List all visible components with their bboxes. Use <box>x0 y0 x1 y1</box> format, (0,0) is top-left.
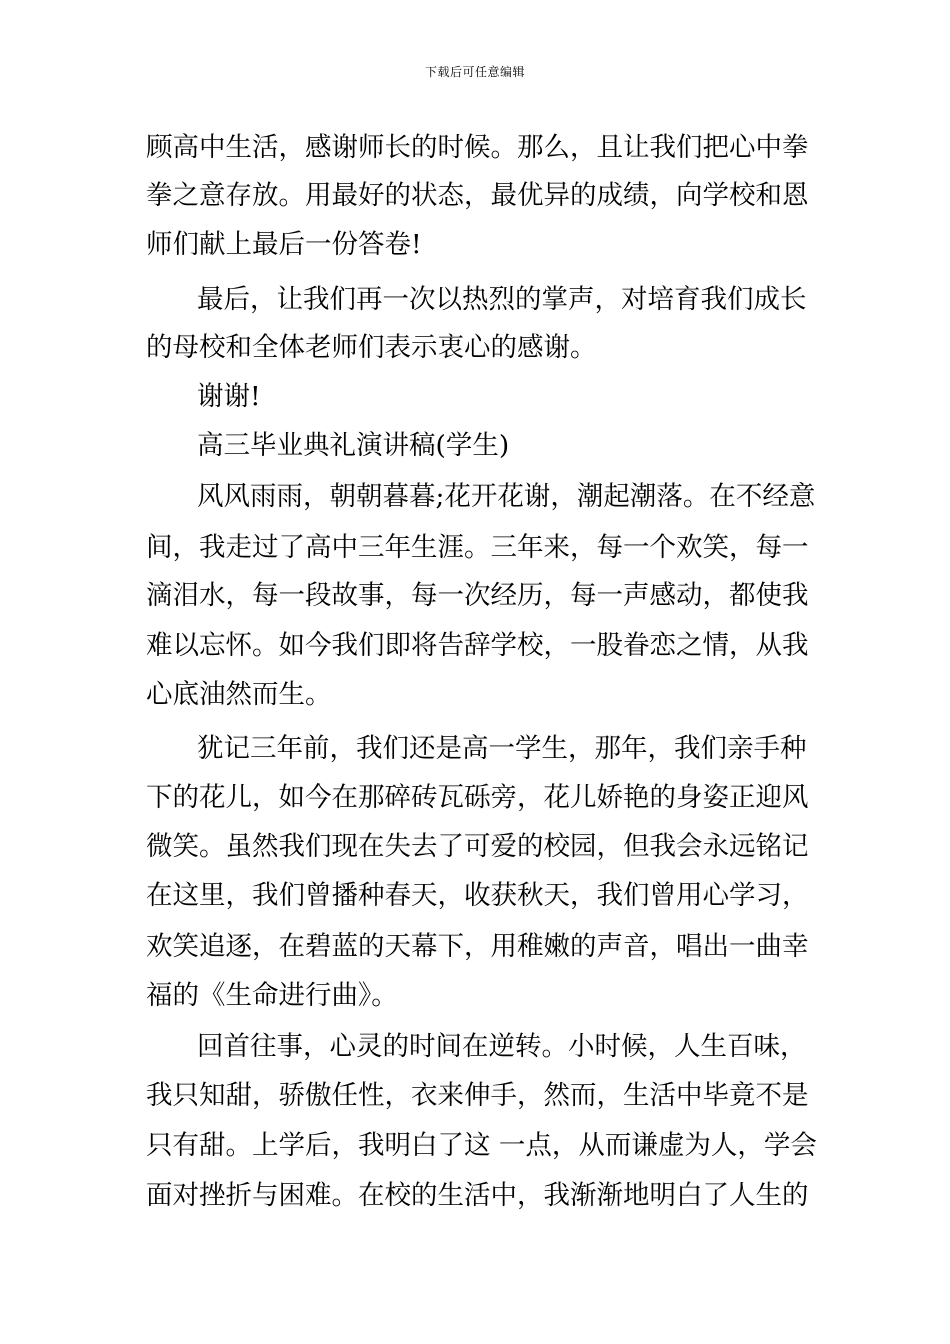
text-line: 顾高中生活，感谢师长的时候。那么，且让我们把心中拳 <box>146 132 809 163</box>
text-line: 欢笑追逐，在碧蓝的天幕下，用稚嫩的声音，唱出一曲幸 <box>146 931 809 962</box>
text-line: 难以忘怀。如今我们即将告辞学校，一股眷恋之情，从我 <box>146 630 809 661</box>
paragraph-first-line: 回首往事，心灵的时间在逆转。小时候，人生百味， <box>197 1031 807 1062</box>
paragraph-first-line: 风风雨雨，朝朝暮暮;花开花谢，潮起潮落。在不经意 <box>197 481 816 512</box>
page-header-note: 下载后可任意编辑 <box>424 65 525 79</box>
text-line: 微笑。虽然我们现在失去了可爱的校园，但我会永远铭记 <box>146 831 809 862</box>
text-line: 的母校和全体老师们表示衷心的感谢。 <box>146 332 597 363</box>
text-line: 只有甜。上学后，我明白了这 一点，从而谦虚为人，学会 <box>146 1130 817 1161</box>
paragraph-first-line: 谢谢! <box>197 381 261 412</box>
section-heading: 高三毕业典礼演讲稿(学生) <box>197 430 510 461</box>
text-line: 师们献上最后一份答卷! <box>146 229 422 260</box>
paragraph-first-line: 最后，让我们再一次以热烈的掌声，对培育我们成长 <box>197 284 807 315</box>
text-line: 拳之意存放。用最好的状态，最优异的成绩，向学校和恩 <box>146 180 809 211</box>
text-line: 下的花儿，如今在那碎砖瓦砾旁，花儿娇艳的身姿正迎风 <box>146 782 809 813</box>
text-line: 心底油然而生。 <box>146 679 332 710</box>
text-line: 面对挫折与困难。在校的生活中，我渐渐地明白了人生的 <box>146 1180 809 1211</box>
text-line: 在这里，我们曾播种春天，收获秋天，我们曾用心学习， <box>146 880 809 911</box>
text-line: 滴泪水，每一段故事，每一次经历，每一声感动，都使我 <box>146 580 809 611</box>
text-line: 福的《生命进行曲》。 <box>146 980 398 1011</box>
paragraph-first-line: 犹记三年前，我们还是高一学生，那年，我们亲手种 <box>197 733 807 764</box>
text-line: 间，我走过了高中三年生涯。三年来，每一个欢笑，每一 <box>146 532 809 563</box>
text-line: 我只知甜，骄傲任性，衣来伸手，然而，生活中毕竟不是 <box>146 1080 809 1111</box>
